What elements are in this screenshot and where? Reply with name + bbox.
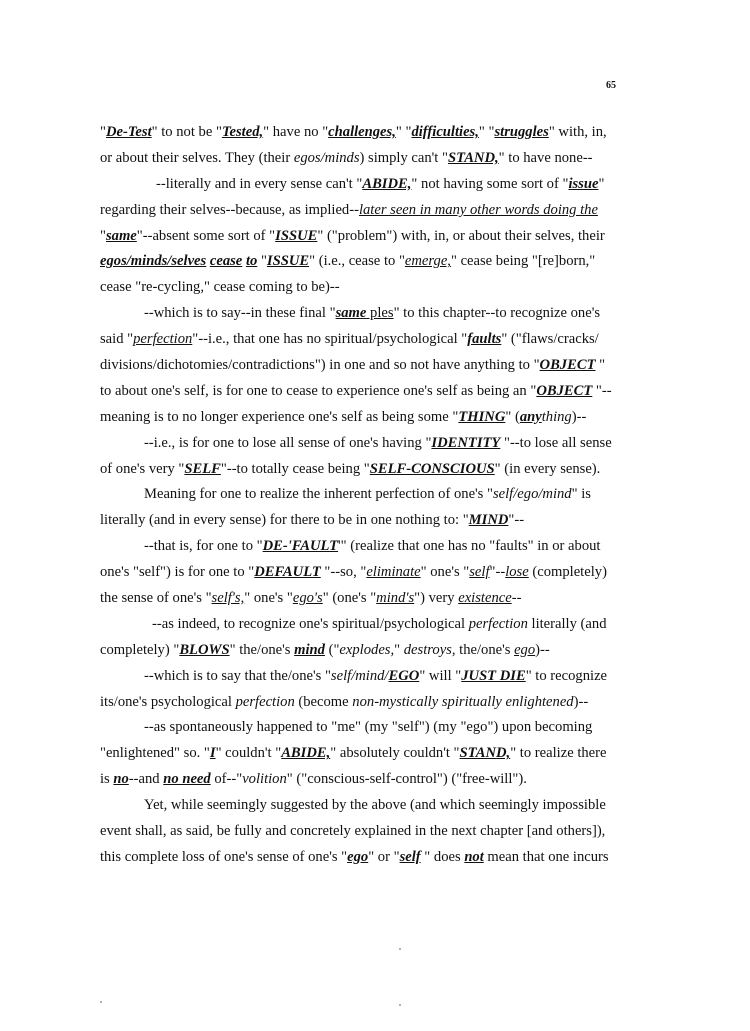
emphasized-text: emerge, (404, 253, 451, 270)
text-segment: " to this chapter--to recognize one's (393, 305, 601, 322)
text-segment: " (100, 227, 106, 244)
page-number: 65 (606, 80, 616, 91)
text-line (100, 819, 620, 845)
emphasized-text: DEFAULT (254, 564, 321, 581)
emphasized-text: cease (209, 253, 243, 270)
emphasized-text: Tested, (221, 124, 264, 140)
text-segment: --and (128, 771, 164, 788)
text-segment: " ("problem") with, in, or about their selves, their (317, 227, 605, 244)
text-segment: or about their selves. They (their (100, 149, 294, 166)
text-segment: " couldn't " (215, 745, 282, 762)
text-line (100, 172, 620, 198)
text-segment: "-- (508, 512, 525, 529)
emphasized-text: SELF-CONSCIOUS (369, 460, 495, 477)
text-segment: " does (420, 848, 465, 865)
text-segment: "--i.e., that one has no spiritual/psychological " (192, 331, 468, 348)
text-line (100, 405, 620, 431)
emphasized-text: ples (366, 305, 394, 322)
text-segment: " (100, 124, 106, 140)
emphasized-text: self/ego/mind (492, 486, 572, 503)
text-segment: "--absent some sort of " (136, 227, 276, 244)
text-segment: )-- (571, 408, 587, 425)
scan-speck (399, 1004, 401, 1006)
text-segment: )-- (573, 693, 589, 710)
text-segment: event shall, as said, be fully and concretely explained in the next chapter [and others]), (100, 823, 606, 840)
text-segment: "-- (489, 564, 506, 581)
emphasized-text: ABIDE, (362, 175, 412, 192)
emphasized-text: OBJECT (536, 382, 593, 399)
text-segment: "-- (592, 382, 612, 399)
text-line (100, 793, 620, 819)
emphasized-text: issue (568, 175, 599, 192)
text-line (100, 690, 620, 716)
emphasized-text: non-mystically spiritually enlightened (352, 693, 574, 710)
emphasized-text: self (399, 848, 421, 865)
text-segment: --as spontaneously happened to "me" (my "self") (my "ego") upon becoming (144, 719, 593, 736)
text-segment: (" (324, 641, 340, 658)
emphasized-text: MIND (468, 512, 509, 529)
text-segment: " with, in, (548, 124, 607, 140)
text-segment: " (598, 175, 605, 192)
text-line (100, 146, 620, 172)
emphasized-text: struggles (494, 124, 549, 140)
text-segment: " to have none-- (498, 149, 593, 166)
text-line (100, 275, 620, 301)
text-line (100, 845, 620, 871)
emphasized-text: egos/minds (293, 149, 360, 166)
emphasized-text: I (209, 745, 216, 762)
text-segment: of--" (210, 771, 243, 788)
text-segment: this complete loss of one's sense of one's " (100, 848, 348, 865)
emphasized-text: self's, (211, 590, 245, 607)
emphasized-text: volition (242, 771, 287, 788)
text-segment: "enlightened" so. " (100, 745, 210, 762)
text-segment: " (one's " (322, 590, 377, 607)
emphasized-text: BLOWS (179, 641, 230, 658)
emphasized-text: not (464, 848, 484, 865)
text-line (100, 664, 620, 690)
emphasized-text: any (519, 408, 542, 425)
text-segment: " not having some sort of " (411, 175, 569, 192)
text-line (100, 482, 620, 508)
text-line (100, 249, 620, 275)
text-segment: is (100, 771, 114, 788)
emphasized-text: mind's (376, 590, 415, 607)
emphasized-text: lose (505, 564, 529, 581)
scan-speck (399, 948, 401, 950)
scan-speck (100, 1001, 102, 1003)
text-line (100, 457, 620, 483)
text-segment: " to realize there (510, 745, 607, 762)
body-text (100, 120, 620, 871)
text-line (100, 612, 620, 638)
text-segment: completely) " (100, 641, 180, 658)
text-segment: " (257, 253, 267, 270)
text-segment: literally (and (527, 615, 607, 632)
text-segment: "--to totally cease being " (220, 460, 370, 477)
text-segment: "--so, " (320, 564, 367, 581)
text-segment: " to recognize (525, 667, 608, 684)
text-line (100, 715, 620, 741)
emphasized-text: eliminate (366, 564, 421, 581)
text-line (100, 534, 620, 560)
emphasized-text: De-Test (105, 124, 152, 140)
text-segment: (completely) (528, 564, 607, 581)
emphasized-text: faults (467, 331, 502, 348)
text-segment: cease "re-cycling," cease coming to be)-- (100, 279, 340, 296)
text-line (100, 224, 620, 250)
text-segment: " ("conscious-self-control") ("free-will"). (286, 771, 527, 788)
text-segment: --literally and in every sense can't " (156, 175, 363, 192)
emphasized-text: DE-'FAULT (262, 538, 339, 555)
text-segment: " (394, 641, 404, 658)
emphasized-text: same (335, 305, 367, 322)
text-segment: " the/one's (229, 641, 295, 658)
text-line (100, 120, 620, 146)
emphasized-text: ISSUE (275, 227, 318, 244)
emphasized-text: OBJECT (539, 357, 596, 374)
text-segment: regarding their selves--because, as implied-- (100, 201, 359, 218)
emphasized-text: mind (294, 641, 325, 658)
text-segment: " (i.e., cease to " (309, 253, 405, 270)
text-line (100, 198, 620, 224)
text-segment: (become (294, 693, 353, 710)
emphasized-text: THING (458, 408, 506, 425)
text-line (100, 741, 620, 767)
emphasized-text: perfection (133, 331, 193, 348)
text-segment: " " (478, 124, 495, 140)
text-segment: " will " (419, 667, 462, 684)
emphasized-text: challenges, (328, 124, 396, 140)
text-line (100, 327, 620, 353)
emphasized-text: ego's (292, 590, 323, 607)
emphasized-text: perfection (235, 693, 295, 710)
text-segment: Yet, while seemingly suggested by the above (and which seemingly impossible (144, 797, 606, 814)
text-line (100, 431, 620, 457)
text-segment: " to not be " (151, 124, 222, 140)
text-segment: of one's very " (100, 460, 185, 477)
text-segment: said " (100, 331, 134, 348)
text-segment: " is (571, 486, 591, 503)
text-segment: --as indeed, to recognize one's spiritual/psychological (152, 615, 469, 632)
text-segment: divisions/dichotomies/contradictions") in one and so not have anything to " (100, 357, 540, 374)
text-segment: ) simply can't " (359, 149, 448, 166)
text-segment: mean that one incurs (483, 848, 609, 865)
text-segment: '" (realize that one has no "faults" in or about (338, 538, 601, 555)
emphasized-text: ABIDE, (281, 745, 331, 762)
emphasized-text: EGO (388, 667, 420, 684)
text-line (100, 767, 620, 793)
emphasized-text: to (245, 253, 258, 270)
text-segment: " " (395, 124, 412, 140)
text-segment: the/one's (455, 641, 515, 658)
text-segment: --i.e., is for one to lose all sense of one's having " (144, 434, 432, 451)
emphasized-text: perfection (468, 615, 528, 632)
emphasized-text: no (113, 771, 129, 788)
emphasized-text: ego (514, 641, 536, 658)
text-segment: one's "self") is for one to " (100, 564, 255, 581)
emphasized-text: IDENTITY (431, 434, 501, 451)
emphasized-text: SELF (184, 460, 221, 477)
text-segment: " (595, 357, 606, 374)
text-segment: " (in every sense). (494, 460, 601, 477)
text-segment: ") very (414, 590, 459, 607)
text-segment: Meaning for one to realize the inherent perfection of one's " (144, 486, 493, 503)
text-segment: meaning is to no longer experience one's self as being some " (100, 408, 459, 425)
text-segment: " or " (368, 848, 400, 865)
text-segment: --that is, for one to " (144, 538, 263, 555)
text-segment: " one's " (244, 590, 293, 607)
text-segment: its/one's psychological (100, 693, 236, 710)
emphasized-text: difficulties, (411, 124, 479, 140)
emphasized-text: STAND, (459, 745, 511, 762)
text-segment: -- (511, 590, 522, 607)
emphasized-text: existence (458, 590, 512, 607)
emphasized-text: explodes, (339, 641, 395, 658)
text-segment: the sense of one's " (100, 590, 212, 607)
text-segment: " cease being "[re]born," (450, 253, 596, 270)
emphasized-text: self/mind/ (330, 667, 389, 684)
emphasized-text: self (469, 564, 490, 581)
emphasized-text: egos/minds/selves (100, 253, 207, 270)
emphasized-text: ISSUE (266, 253, 310, 270)
text-segment: literally (and in every sense) for there to be in one nothing to: " (100, 512, 469, 529)
text-line (100, 301, 620, 327)
emphasized-text: destroys, (403, 641, 456, 658)
text-segment: " one's " (420, 564, 470, 581)
emphasized-text: no need (163, 771, 211, 788)
text-line (100, 560, 620, 586)
text-line (100, 508, 620, 534)
text-segment: " have no " (263, 124, 329, 140)
text-segment: --which is to say that the/one's " (144, 667, 331, 684)
text-segment: "--to lose all sense (500, 434, 612, 451)
text-segment: --which is to say--in these final " (144, 305, 336, 322)
emphasized-text: JUST DIE (461, 667, 526, 684)
text-line (100, 638, 620, 664)
emphasized-text: ego (347, 848, 369, 865)
text-line (100, 353, 620, 379)
text-line (100, 379, 620, 405)
text-segment: )-- (535, 641, 550, 658)
text-line (100, 586, 620, 612)
emphasized-text: same (105, 227, 137, 244)
text-segment: " ( (505, 408, 520, 425)
emphasized-text: thing (541, 408, 572, 425)
emphasized-text: STAND, (447, 149, 499, 166)
text-segment: " absolutely couldn't " (330, 745, 460, 762)
text-segment: to about one's self, is for one to cease to experience one's self as being an " (100, 382, 537, 399)
emphasized-text: later seen in many other words doing the (358, 201, 598, 218)
text-segment: " ("flaws/cracks/ (501, 331, 599, 348)
